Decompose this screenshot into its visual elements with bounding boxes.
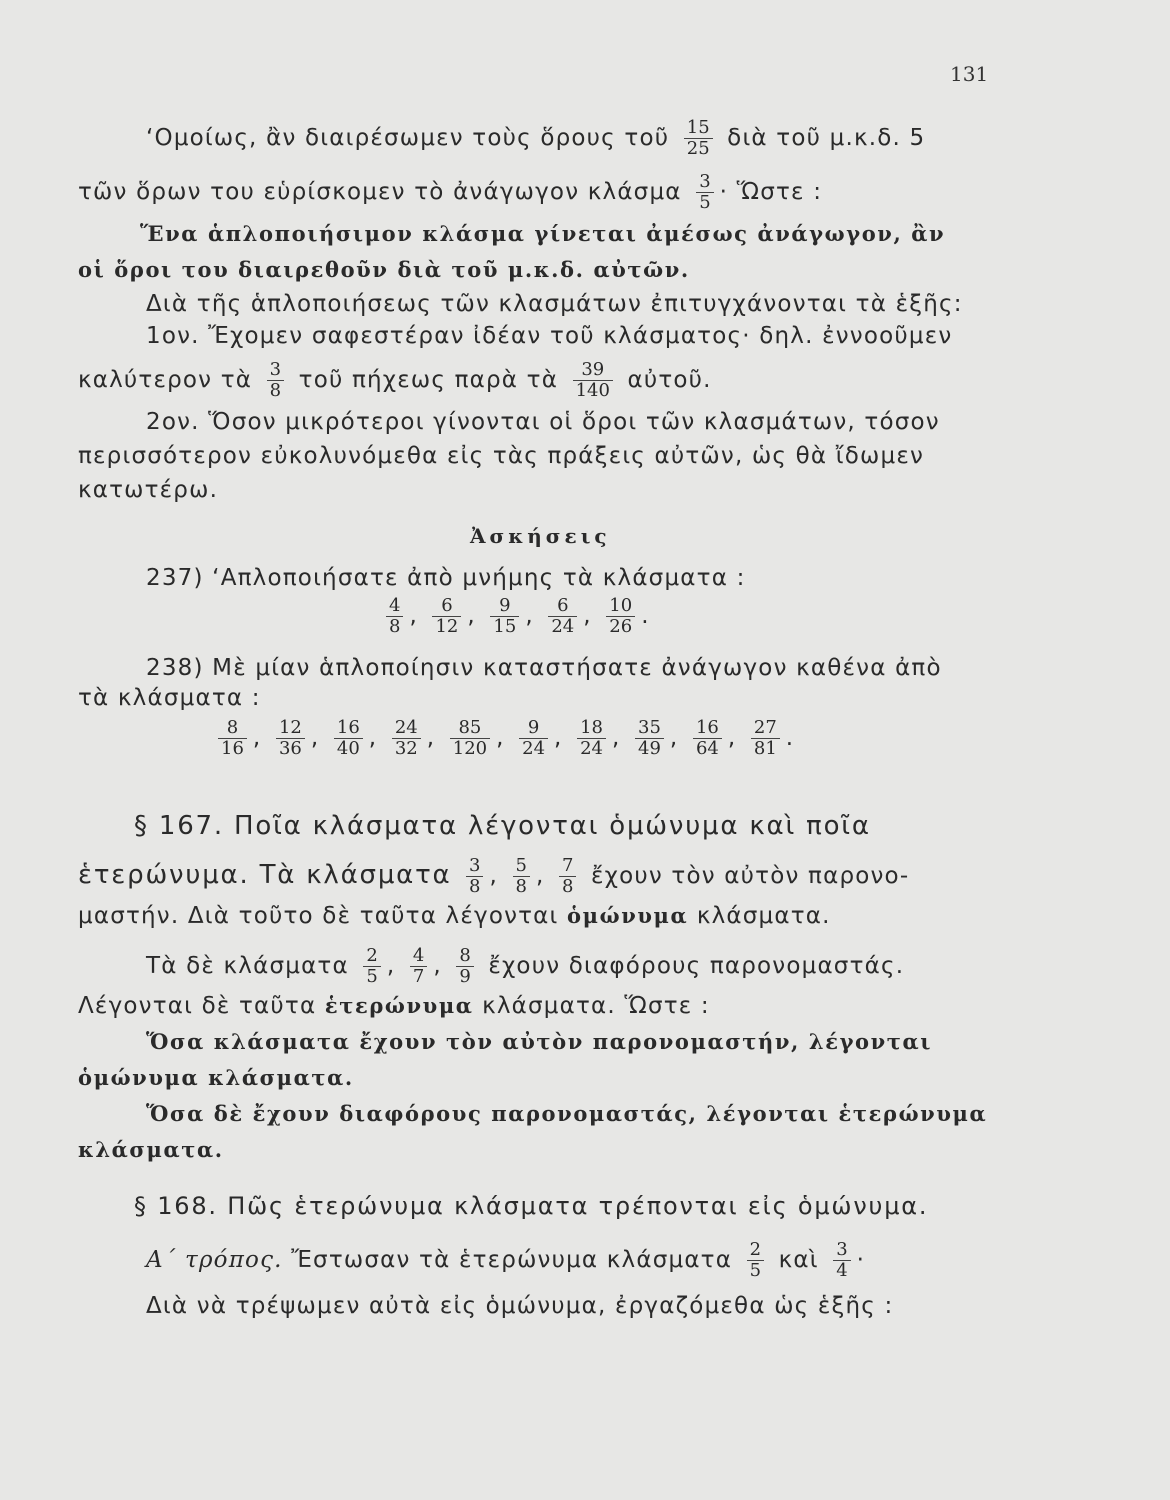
fraction: $\frac{18}{24}$ bbox=[577, 718, 606, 759]
fraction: $\frac{8}{16}$ bbox=[218, 718, 247, 759]
section-167-heading: § 167. Ποῖα κλάσματα λέγονται ὁμώνυμα καὶ ποῖα bbox=[134, 811, 871, 841]
fraction: $\frac{35}{49}$ bbox=[635, 718, 664, 759]
fraction: $\frac{16}{40}$ bbox=[334, 718, 363, 759]
fraction: $\frac{6}{12}$ bbox=[432, 596, 461, 637]
fraction: $\frac{27}{81}$ bbox=[751, 718, 780, 759]
paragraph-line: Τὰ δὲ κλάσματα $\frac{2}{5}$ , $\frac{4}{7}$ , $\frac{8}{9}$ ἔχουν διαφόρους παρονομαστάς. bbox=[146, 945, 905, 987]
rule-line: Ὅσα κλάσματα ἔχουν τὸν αὐτὸν παρονομαστήν, λέγονται bbox=[146, 1029, 933, 1054]
rule-line: οἱ ὅροι του διαιρεθοῦν διὰ τοῦ μ.κ.δ. αὐτῶν. bbox=[78, 257, 690, 282]
paragraph-line: 2ον. Ὅσον μικρότεροι γίνονται οἱ ὅροι τῶν κλασμάτων, τόσον bbox=[146, 409, 940, 435]
fraction: $\frac{39}{140}$ bbox=[573, 360, 613, 401]
paragraph-line: ἑτερώνυμα. Τὰ κλάσματα $\frac{3}{8}$ , $\frac{5}{8}$ , $\frac{7}{8}$ ἔχουν τὸν αὐτὸν παρονο- bbox=[78, 855, 910, 897]
fraction: $\frac{5}{8}$ bbox=[513, 856, 530, 897]
paragraph-line: περισσότερον εὐκολυνόμεθα εἰς τὰς πράξεις αὐτῶν, ὡς θὰ ἴδωμεν bbox=[78, 443, 925, 469]
fraction: $\frac{3}{5}$ bbox=[696, 172, 713, 213]
exercise-238: 238) Μὲ μίαν ἁπλοποίησιν καταστήσατε ἀνάγωγον καθένα ἀπὸ bbox=[146, 655, 942, 681]
paragraph-line: 1ον. Ἔχομεν σαφεστέραν ἰδέαν τοῦ κλάσματος· δηλ. ἐννοοῦμεν bbox=[146, 323, 953, 349]
fraction: $\frac{3}{4}$ bbox=[833, 1240, 850, 1281]
paragraph-line: Λέγονται δὲ ταῦτα ἑτερώνυμα κλάσματα. Ὥστε : bbox=[78, 993, 710, 1019]
fraction: $\frac{9}{15}$ bbox=[490, 596, 519, 637]
fraction-list: $\frac{8}{16}$ , $\frac{12}{36}$ , $\frac{16}{40}$ , $\frac{24}{32}$ , $\frac{85}{120}$ , $\frac{9}{24}$ , $\frac{18}{24}$ , $\frac{35}{49}$ , $\frac{16}{64}$ , $\frac{27}{81}$ . bbox=[212, 718, 794, 759]
fraction: $\frac{2}{5}$ bbox=[363, 946, 380, 987]
fraction: $\frac{24}{32}$ bbox=[392, 718, 421, 759]
fraction: $\frac{9}{24}$ bbox=[519, 718, 548, 759]
rule-line: Ὅσα δὲ ἔχουν διαφόρους παρονομαστάς, λέγονται ἑτερώνυμα bbox=[146, 1101, 988, 1126]
page-number: 131 bbox=[950, 62, 989, 86]
fraction: $\frac{2}{5}$ bbox=[747, 1240, 764, 1281]
fraction: $\frac{6}{24}$ bbox=[548, 596, 577, 637]
fraction: $\frac{16}{64}$ bbox=[693, 718, 722, 759]
rule-line: ὁμώνυμα κλάσματα. bbox=[78, 1065, 354, 1090]
fraction: $\frac{85}{120}$ bbox=[450, 718, 490, 759]
fraction: $\frac{10}{26}$ bbox=[606, 596, 635, 637]
paragraph-line: ‘Ομοίως, ἂν διαιρέσωμεν τοὺς ὅρους τοῦ $\frac{15}{25}$ διὰ τοῦ μ.κ.δ. 5 bbox=[146, 117, 926, 159]
fraction: $\frac{4}{7}$ bbox=[410, 946, 427, 987]
fraction: $\frac{8}{9}$ bbox=[456, 946, 473, 987]
fraction-list: $\frac{4}{8}$ , $\frac{6}{12}$ , $\frac{9}{15}$ , $\frac{6}{24}$ , $\frac{10}{26}$ . bbox=[380, 596, 650, 637]
section-heading: Ἀσκήσεις bbox=[470, 524, 611, 548]
fraction: $\frac{12}{36}$ bbox=[276, 718, 305, 759]
paragraph-line: καλύτερον τὰ $\frac{3}{8}$ τοῦ πήχεως παρὰ τὰ $\frac{39}{140}$ αὐτοῦ. bbox=[78, 359, 712, 401]
section-168-heading: § 168. Πῶς ἑτερώνυμα κλάσματα τρέπονται εἰς ὁμώνυμα. bbox=[134, 1192, 929, 1220]
term-homonyms: ὁμώνυμα bbox=[567, 903, 689, 928]
fraction: $\frac{7}{8}$ bbox=[559, 856, 576, 897]
term-heteronyms: ἑτερώνυμα bbox=[324, 993, 474, 1018]
rule-line: Ἕνα ἁπλοποιήσιμον κλάσμα γίνεται ἀμέσως ἀνάγωγον, ἂν bbox=[140, 221, 946, 246]
fraction: $\frac{4}{8}$ bbox=[386, 596, 403, 637]
paragraph-line: Α΄ τρόπος. Ἔστωσαν τὰ ἑτερώνυμα κλάσματα $\frac{2}{5}$ καὶ $\frac{3}{4}$ · bbox=[146, 1239, 866, 1281]
fraction: $\frac{15}{25}$ bbox=[684, 118, 713, 159]
rule-line: κλάσματα. bbox=[78, 1137, 224, 1162]
exercise-238: τὰ κλάσματα : bbox=[78, 685, 261, 711]
exercise-237: 237) ‘Απλοποιήσατε ἀπὸ μνήμης τὰ κλάσματα : bbox=[146, 565, 746, 591]
paragraph-line: Διὰ νὰ τρέψωμεν αὐτὰ εἰς ὁμώνυμα, ἐργαζόμεθα ὡς ἑξῆς : bbox=[146, 1293, 894, 1319]
paragraph-line: τῶν ὅρων του εὑρίσκομεν τὸ ἀνάγωγον κλάσμα $\frac{3}{5}$ · Ὥστε : bbox=[78, 171, 823, 213]
paragraph-line: κατωτέρω. bbox=[78, 477, 219, 503]
paragraph-line: Διὰ τῆς ἁπλοποιήσεως τῶν κλασμάτων ἐπιτυγχάνονται τὰ ἑξῆς: bbox=[146, 291, 963, 317]
fraction: $\frac{3}{8}$ bbox=[267, 360, 284, 401]
paragraph-line: μαστήν. Διὰ τοῦτο δὲ ταῦτα λέγονται ὁμώνυμα κλάσματα. bbox=[78, 903, 831, 929]
fraction: $\frac{3}{8}$ bbox=[466, 856, 483, 897]
